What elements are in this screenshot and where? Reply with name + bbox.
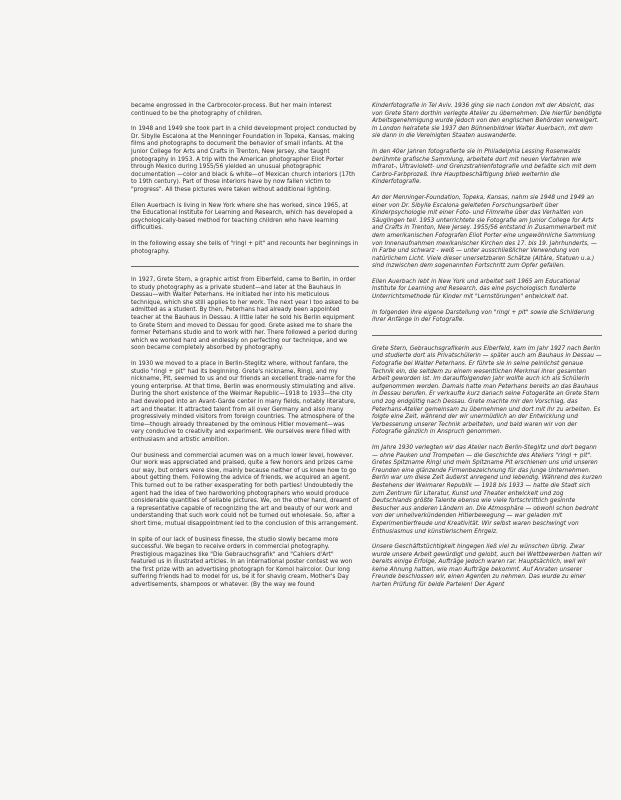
paragraph: In 1930 we moved to a place in Berlin-Steglitz where, without fanfare, the studio "ringl + pit" had its beginning. Grete's nickname, Ringl, and my nickname, Pit, seemed to us and our friends an excellent trade-name for the young enterprise. At that time, Berlin was enormously stimulating and alive. During the short existence of the Weimar Republic—1918 to 1933—the city had developed into an Avant-Garde center in many fields, notably literature, art and theater. It attracted talent from all over Germany and also many progressively minded visitors from foreign countries. The atmosphere of the time—though already threatened by the ominous Hitler movement—was very conducive to creativity and experiment. We ourselves were filled with enthusiasm and artistic ambition. <box>131 361 356 443</box>
paragraph: In den 40er Jahren fotografierte sie in Philadelphia Lessing Rosenwalds berühmte grafische Sammlung, arbeitete dort mit neuen Verfahren wie Infrarot-, Ultraviolett- und Grenzstrahlenfotografie und befaßte sich mit dem Carbro-Farbprozeß. Ihre Hauptbeschäftigung blieb weiterhin die Kinderfotografie. <box>372 148 597 186</box>
section-divider <box>372 335 602 336</box>
paragraph: Grete Stern, Gebrauchsgrafikerin aus Elberfeld, kam im Jahr 1927 nach Berlin und studierte dort als Privatschülerin — später auch am Bauhaus in Dessau — Fotografie bei Walter Peterhans. Er führte sie in seine peinlichst genaue Technik ein, die seitdem zu einem wesentlichen Merkmal ihrer gesamten Arbeit geworden ist. Im darauffolgenden Jahr wollte auch ich als Schülerin aufgenommen werden. Damals hatte man Peterhans bereits an das Bauhaus in Dessau berufen. Er verkaufte kurz danach seine Fotogeräte an Grete Stern und zog endgültig nach Dessau. Grete machte mir den Vorschlag, das Peterhans-Atelier gemeinsam zu übernehmen und dort mit ihr zu arbeiten. Es folgte eine Zeit, während der wir unermüdlich an der Entwicklung und Verbesserung unserer Technik arbeiteten, und bald waren wir von der Fotografie gänzlich in Anspruch genommen. <box>372 345 602 436</box>
english-column <box>131 103 359 598</box>
paragraph: Unsere Geschäftstüchtigkeit hingegen ließ viel zu wünschen übrig. Zwar wurde unsere Arbeit gewürdigt und gelobt, auch bei Wettbewerben hatten wir bereits einige Erfolge, Aufträge jedoch waren rar. Hauptsächlich, weil wir keine Ahnung hatten, wie man Aufträge bekommt. Auf Anraten unserer Freunde beschlossen wir, einen Agenten zu nehmen. Das wurde zu einer harten Prüfung für beide Parteien! Der Agent <box>372 544 602 589</box>
paragraph: Our business and commercial acumen was on a much lower level, however. Our work was appreciated and praised, quite a few honors and prizes came our way, but orders were slow, mainly because neither of us knew how to go about getting them. Following the advice of friends, we acquired an agent. This turned out to be rather exasperating for both parties! Undoubtedly the agent had the idea of two hardworking photographers who would produce considerable quantities of sellable pictures. We, on the other hand, dreamt of a representative capable of recognizing the art and beauty of our work and understanding that such work could not be turned out wholesale. So, after a short time, mutual disappointment led to the conclusion of this arrangement. <box>131 452 359 527</box>
paragraph: In 1948 and 1949 she took part in a child development project conducted by Dr. Sibylle Escalona at the Menninger Foundation in Topeka, Kansas, making films and photographs to document the behavior of small infants. At the Junior College for Arts and Crafts in Trenton, New Jersey, she taught photography in 1953. A trip with the American photographer Eliot Porter through Mexico during 1955/56 yielded an unusual photographic documentation —color and black & white—of Mexican church interiors (17th to 19th century). Part of those interiors have by now fallen victim to "progress". All these pictures were taken without additional lighting. <box>131 126 357 193</box>
paragraph: In spite of our lack of business finesse, the studio slowly became more successful. We began to receive orders in commercial photography. Prestigious magazines like "Die Gebrauchsgrafik" and "Cahiers d'Art" featured us in illustrated articles. In an international poster contest we won the first prize with an advertising photograph for Komol haircolor. Our long suffering friends had to model for us, be it for shavig cream, Mother's Day advertisements, shampoos or whatever. (By the way we found <box>131 536 353 589</box>
paragraph: Im Jahre 1930 verlegten wir das Atelier nach Berlin-Steglitz und dort begann — ohne Pauken und Trompeten — die Geschichte des Ateliers "ringl + pit". Gretes Spitzname Ringl und mein Spitzname Pit erschienen uns und unseren Freunden eine glänzende Firmenbezeichnung für das junge Unternehmen. Berlin war um diese Zeit äußerst anregend und lebendig. Während des kurzen Bestehens der Weimarer Republik — 1918 bis 1933 — hatte die Stadt sich zum Zentrum für Literatur, Kunst und Theater entwickelt und zog Deutschlands größte Talente ebenso wie viele fortschrittlich gesinnte Besucher aus anderen Ländern an. Die Atmosphäre — obwohl schon bedroht von der unheilverkündenden Hitlerbewegung — war geladen mit Experimentierfreude und Kreativität. Wir selbst waren beschwingt von Enthusiasmus und künstlerischem Ehrgeiz. <box>372 444 602 535</box>
paragraph: In folgenden ihre eigene Darstellung von "ringl + pit" sowie die Schilderung ihrer Anfänge in der Fotografie. <box>372 309 595 324</box>
paragraph: In 1927, Grete Stern, a graphic artist from Elberfeld, came to Berlin, in order to study photography as a private student—and later at the Bauhaus in Dessau—with Walter Peterhans. He initiated her into his meticulous technique, which she still applies to her work. The next year I too asked to be admitted as a student. By then, Peterhans had already been appointed teacher at the Bauhaus in Dessau. A little later he sold his Berlin equipment to Grete Stern and moved to Dessau for good. Grete asked me to share the former Peterhans studio and to work with her. There followed a period during which we worked hard and endlessly on perfecting our technique, and we soon became completely absorbed by photography. <box>131 277 359 352</box>
paragraph: Ellen Auerbach is living in New York where she has worked, since 1965, at the Educational Institute for Learning and Research, which has developed a psychologically-based method for teaching children who have learning difficulties. <box>131 202 353 232</box>
paragraph: Ellen Auerbach lebt in New York und arbeitet seit 1965 am Educational Institute for Learning and Research, das eine psychologisch fundierte Unterrichtsmethode für Kinder mit "Lernstörungen" entwickelt hat. <box>372 278 580 301</box>
paragraph: In the following essay she tells of "ringl + pit" and recounts her beginnings in photography. <box>131 240 359 255</box>
section-divider <box>131 266 359 267</box>
german-column <box>372 103 602 598</box>
paragraph: An der Menninger-Foundation, Topeka, Kansas, nahm sie 1948 und 1949 an einer von Dr. Sibylle Escalona geleiteten Forschungsarbeit über Kinderpsychologie mit einer Foto- und Filmreihe über das Verhalten von Säuglingen teil. 1953 unterrichtete sie Fotografie am Junior College for Arts and Crafts in Trenton, New Jersey. 1955/56 entstand in Zusammenarbeit mit dem amerikanischen Fotografen Eliot Porter eine ungewöhnliche Sammlung von Innenaufnahmen mexikanischer Kirchen des 17. bis 19. Jahrhunderts, — in Farbe und schwarz - weiß — unter ausschließlicher Verwendung von natürlichem Licht. Viele dieser unersetzbaren Schätze (Altäre, Statuen u.a.) sind inzwischen dem sogenannten Fortschritt zum Opfer gefallen. <box>372 194 597 270</box>
paragraph: became engrossed in the Carbrocolor-process. But her main interest continued to be the photography of children. <box>131 103 332 117</box>
paragraph: Kinderfotografie in Tel Aviv. 1936 ging sie nach London mit der Absicht, das von Grete Stern dorthin verlegte Atelier zu übernehmen. Die hierfür benötigte Arbeitsgenehmigung wurde jedoch von den englischen Behörden verweigert. In London heiratete sie 1937 den Bühnenbildner Walter Auerbach, mit dem sie dann in die Vereinigten Staaten auswanderte. <box>372 103 602 140</box>
